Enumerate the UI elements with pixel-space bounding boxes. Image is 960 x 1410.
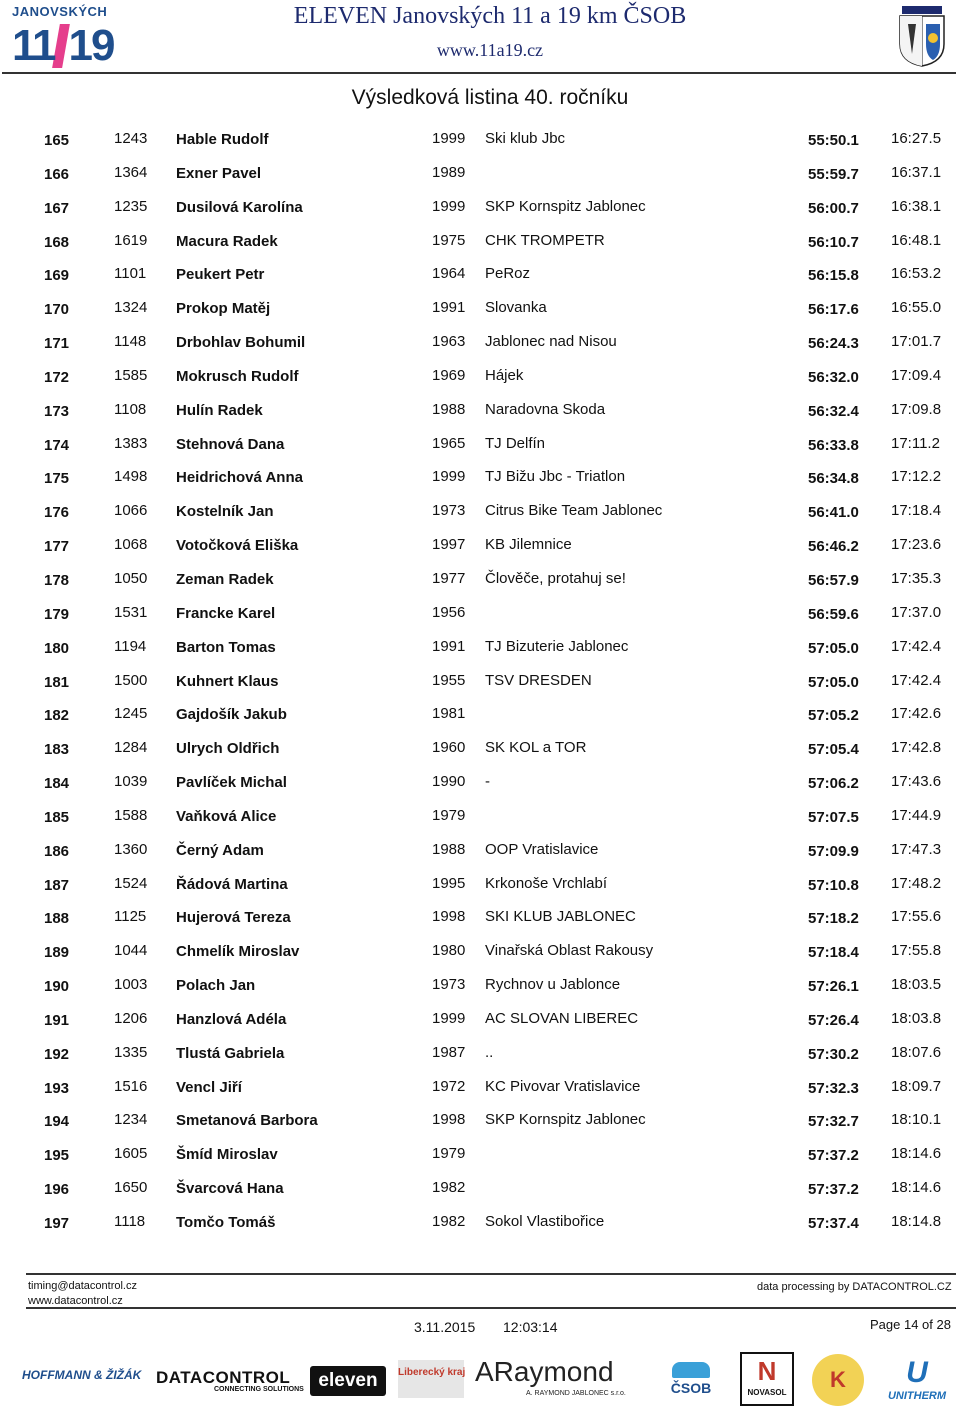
birth-year-cell: 1965 <box>432 434 466 452</box>
finish-time-cell: 57:06.2 <box>808 775 859 793</box>
table-row <box>0 122 960 156</box>
table-row <box>0 799 960 833</box>
finish-time-cell: 56:17.6 <box>808 301 859 319</box>
logo-number-19: 19 <box>68 21 114 70</box>
position-cell: 172 <box>44 368 70 386</box>
table-row <box>0 190 960 224</box>
athlete-name-cell: Polach Jan <box>176 977 256 995</box>
athlete-name-cell: Vencl Jiří <box>176 1078 242 1096</box>
time-gap-cell: 18:14.6 <box>891 1179 942 1197</box>
bib-number-cell: 1360 <box>114 840 148 858</box>
table-row <box>0 968 960 1002</box>
finish-time-cell: 56:15.8 <box>808 267 859 285</box>
finish-time-cell: 57:10.8 <box>808 876 859 894</box>
sponsor-unitherm-label: UNITHERM <box>887 1390 947 1402</box>
position-cell: 168 <box>44 233 70 251</box>
athlete-name-cell: Gajdošík Jakub <box>176 706 287 724</box>
bib-number-cell: 1206 <box>114 1009 148 1027</box>
finish-time-cell: 56:32.4 <box>808 402 859 420</box>
bib-number-cell: 1324 <box>114 299 148 317</box>
position-cell: 170 <box>44 301 70 319</box>
athlete-name-cell: Francke Karel <box>176 604 276 622</box>
site-url[interactable]: www.11a19.cz <box>436 40 544 60</box>
finish-time-cell: 57:32.3 <box>808 1079 859 1097</box>
finish-time-cell: 57:37.2 <box>808 1181 859 1199</box>
birth-year-cell: 1969 <box>432 366 466 384</box>
position-cell: 190 <box>44 978 70 996</box>
sponsor-novasol-label: NOVASOL <box>747 1388 787 1397</box>
time-gap-cell: 17:42.4 <box>891 637 942 655</box>
bib-number-cell: 1125 <box>114 908 147 926</box>
time-gap-cell: 18:07.6 <box>891 1043 942 1061</box>
athlete-name-cell: Barton Tomas <box>176 638 276 656</box>
club-cell: .. <box>485 1043 494 1061</box>
position-cell: 173 <box>44 402 70 420</box>
finish-time-cell: 56:41.0 <box>808 504 859 522</box>
birth-year-cell: 1972 <box>432 1077 466 1095</box>
athlete-name-cell: Zeman Radek <box>176 570 274 588</box>
position-cell: 166 <box>44 165 70 183</box>
time-gap-cell: 17:18.4 <box>891 502 942 520</box>
time-gap-cell: 18:09.7 <box>891 1077 942 1095</box>
club-cell: KB Jilemnice <box>485 536 572 554</box>
time-gap-cell: 17:42.4 <box>891 671 942 689</box>
birth-year-cell: 1982 <box>432 1213 466 1230</box>
time-gap-cell: 17:01.7 <box>891 333 942 351</box>
position-cell: 194 <box>44 1113 70 1131</box>
bib-number-cell: 1108 <box>114 400 147 418</box>
finish-time-cell: 57:37.4 <box>808 1215 859 1232</box>
club-cell: Ski klub Jbc <box>485 130 566 147</box>
results-list-title: Výsledková listina 40. ročníku <box>351 86 629 109</box>
sponsor-datacontrol-logo: DATACONTROL <box>156 1368 291 1387</box>
footer-date: 3.11.2015 <box>414 1319 476 1335</box>
athlete-name-cell: Hulín Radek <box>176 401 263 419</box>
table-row <box>0 1137 960 1171</box>
club-cell: Slovanka <box>485 299 547 317</box>
birth-year-cell: 1964 <box>432 265 466 283</box>
position-cell: 179 <box>44 605 70 623</box>
athlete-name-cell: Hujerová Tereza <box>176 909 291 927</box>
finish-time-cell: 57:30.2 <box>808 1045 859 1063</box>
page-header <box>0 0 960 76</box>
bib-number-cell: 1050 <box>114 569 148 587</box>
club-cell: TJ Bizuterie Jablonec <box>485 637 629 655</box>
position-cell: 183 <box>44 741 70 759</box>
finish-time-cell: 56:46.2 <box>808 538 859 556</box>
athlete-name-cell: Vaňková Alice <box>176 807 277 825</box>
time-gap-cell: 16:55.0 <box>891 299 942 317</box>
club-cell: OOP Vratislavice <box>485 840 599 858</box>
novasol-mark: N <box>757 1356 777 1386</box>
birth-year-cell: 1977 <box>432 569 466 587</box>
sponsor-k-badge-logo: K <box>812 1354 864 1406</box>
bib-number-cell: 1003 <box>114 976 148 994</box>
table-row <box>0 257 960 291</box>
time-gap-cell: 18:14.6 <box>891 1145 942 1163</box>
logo-brand: JANOVSKÝCH <box>12 4 108 19</box>
club-cell: Sokol Vlastibořice <box>485 1213 605 1230</box>
table-row <box>0 427 960 461</box>
finish-time-cell: 57:05.0 <box>808 673 859 691</box>
club-cell: TSV DRESDEN <box>485 671 592 689</box>
position-cell: 197 <box>44 1215 70 1232</box>
time-gap-cell: 16:53.2 <box>891 265 942 283</box>
finish-time-cell: 56:57.9 <box>808 571 859 589</box>
time-gap-cell: 17:47.3 <box>891 840 942 858</box>
table-row <box>0 562 960 596</box>
club-cell: AC SLOVAN LIBEREC <box>485 1009 639 1027</box>
finish-time-cell: 57:26.1 <box>808 978 859 996</box>
table-row <box>0 224 960 258</box>
table-row <box>0 934 960 968</box>
birth-year-cell: 1991 <box>432 299 466 317</box>
table-row <box>0 291 960 325</box>
header-divider <box>2 72 956 74</box>
finish-time-cell: 56:33.8 <box>808 436 859 454</box>
birth-year-cell: 1982 <box>432 1179 466 1197</box>
club-cell: TJ Bižu Jbc - Triatlon <box>485 468 626 486</box>
athlete-name-cell: Dusilová Karolína <box>176 198 303 216</box>
sponsor-liberecky-kraj-logo: Liberecký kraj <box>398 1360 464 1398</box>
position-cell: 180 <box>44 639 70 657</box>
logo-number-11: 11 <box>12 21 55 70</box>
finish-time-cell: 57:18.2 <box>808 910 859 928</box>
position-cell: 167 <box>44 199 70 217</box>
club-cell: SKP Kornspitz Jablonec <box>485 197 646 215</box>
finish-time-cell: 57:18.4 <box>808 944 859 962</box>
page-title: ELEVEN Janovských 11 a 19 km ČSOB <box>293 3 687 29</box>
bib-number-cell: 1498 <box>114 468 148 486</box>
sponsor-unitherm-logo <box>884 1356 950 1404</box>
sponsor-araymond-logo: ARaymond <box>475 1356 614 1387</box>
bib-number-cell: 1066 <box>114 502 148 520</box>
time-gap-cell: 17:35.3 <box>891 569 942 587</box>
birth-year-cell: 1998 <box>432 1111 466 1129</box>
position-cell: 174 <box>44 436 70 454</box>
footer-processing-credit: data processing by DATACONTROL.CZ <box>757 1281 952 1293</box>
table-row <box>0 900 960 934</box>
time-gap-cell: 18:14.8 <box>891 1213 942 1230</box>
position-cell: 171 <box>44 335 70 353</box>
position-cell: 184 <box>44 775 70 793</box>
footer-website[interactable]: www.datacontrol.cz <box>28 1295 123 1307</box>
finish-time-cell: 56:24.3 <box>808 335 859 353</box>
bib-number-cell: 1335 <box>114 1043 148 1061</box>
bib-number-cell: 1500 <box>114 671 148 689</box>
finish-time-cell: 57:26.4 <box>808 1011 859 1029</box>
time-gap-cell: 17:12.2 <box>891 468 942 486</box>
club-cell: SK KOL a TOR <box>485 739 587 757</box>
bib-number-cell: 1619 <box>114 231 148 249</box>
athlete-name-cell: Hanzlová Adéla <box>176 1010 287 1028</box>
bib-number-cell: 1243 <box>114 130 148 147</box>
athlete-name-cell: Smetanová Barbora <box>176 1112 318 1130</box>
time-gap-cell: 16:27.5 <box>891 130 942 147</box>
table-row <box>0 460 960 494</box>
athlete-name-cell: Stehnová Dana <box>176 435 285 453</box>
finish-time-cell: 56:34.8 <box>808 470 859 488</box>
birth-year-cell: 1963 <box>432 333 466 351</box>
sponsor-bar <box>0 1346 960 1408</box>
table-row <box>0 1205 960 1239</box>
page-number: Page 14 of 28 <box>870 1317 951 1332</box>
athlete-name-cell: Prokop Matěj <box>176 300 271 318</box>
sponsor-novasol-logo <box>740 1352 794 1406</box>
table-row <box>0 697 960 731</box>
time-gap-cell: 17:09.4 <box>891 366 942 384</box>
time-gap-cell: 17:42.6 <box>891 705 942 723</box>
birth-year-cell: 1999 <box>432 468 466 486</box>
finish-time-cell: 56:32.0 <box>808 368 859 386</box>
athlete-name-cell: Exner Pavel <box>176 164 262 182</box>
finish-time-cell: 56:59.6 <box>808 605 859 623</box>
table-row <box>0 156 960 190</box>
bib-number-cell: 1068 <box>114 536 148 554</box>
finish-time-cell: 57:09.9 <box>808 842 859 860</box>
birth-year-cell: 1999 <box>432 197 466 215</box>
sponsor-csob-label: ČSOB <box>670 1380 712 1396</box>
athlete-name-cell: Votočková Eliška <box>176 537 299 555</box>
athlete-name-cell: Šmíd Miroslav <box>176 1146 278 1164</box>
finish-time-cell: 56:10.7 <box>808 233 859 251</box>
position-cell: 191 <box>44 1011 70 1029</box>
birth-year-cell: 1990 <box>432 773 466 791</box>
position-cell: 177 <box>44 538 70 556</box>
position-cell: 187 <box>44 876 70 894</box>
birth-year-cell: 1998 <box>432 908 466 926</box>
club-cell: PeRoz <box>485 265 531 283</box>
athlete-name-cell: Macura Radek <box>176 232 278 250</box>
time-gap-cell: 17:09.8 <box>891 400 942 418</box>
table-row <box>0 731 960 765</box>
position-cell: 169 <box>44 267 70 285</box>
time-gap-cell: 18:03.5 <box>891 976 942 994</box>
birth-year-cell: 1995 <box>432 874 466 892</box>
position-cell: 185 <box>44 808 70 826</box>
table-row <box>0 1171 960 1205</box>
table-row <box>0 393 960 427</box>
birth-year-cell: 1988 <box>432 400 466 418</box>
athlete-name-cell: Hable Rudolf <box>176 131 269 148</box>
position-cell: 181 <box>44 673 70 691</box>
athlete-name-cell: Drbohlav Bohumil <box>176 334 306 352</box>
birth-year-cell: 1991 <box>432 637 466 655</box>
athlete-name-cell: Kostelník Jan <box>176 503 274 521</box>
time-gap-cell: 17:42.8 <box>891 739 942 757</box>
time-gap-cell: 16:37.1 <box>891 163 942 181</box>
time-gap-cell: 17:11.2 <box>891 434 940 452</box>
bib-number-cell: 1516 <box>114 1077 148 1095</box>
position-cell: 195 <box>44 1147 70 1165</box>
time-gap-cell: 18:10.1 <box>891 1111 942 1129</box>
club-cell: CHK TROMPETR <box>485 231 605 249</box>
athlete-name-cell: Černý Adam <box>176 841 264 859</box>
club-cell: Rychnov u Jablonce <box>485 976 621 994</box>
finish-time-cell: 57:05.0 <box>808 639 859 657</box>
bib-number-cell: 1364 <box>114 163 148 181</box>
athlete-name-cell: Ulrych Oldřich <box>176 740 280 758</box>
bib-number-cell: 1524 <box>114 874 148 892</box>
position-cell: 178 <box>44 571 70 589</box>
time-gap-cell: 17:23.6 <box>891 536 942 554</box>
athlete-name-cell: Pavlíček Michal <box>176 774 287 792</box>
club-cell: Hájek <box>485 366 524 384</box>
club-cell: - <box>485 773 490 791</box>
finish-time-cell: 56:00.7 <box>808 199 859 217</box>
sponsor-hoffmann-logo: HOFFMANN & ŽIŽÁK <box>22 1368 142 1382</box>
position-cell: 193 <box>44 1079 70 1097</box>
finish-time-cell: 55:59.7 <box>808 165 859 183</box>
position-cell: 175 <box>44 470 70 488</box>
bib-number-cell: 1148 <box>114 333 147 351</box>
birth-year-cell: 1981 <box>432 705 466 723</box>
athlete-name-cell: Řádová Martina <box>176 875 288 893</box>
table-row <box>0 528 960 562</box>
bib-number-cell: 1234 <box>114 1111 148 1129</box>
sponsor-datacontrol-tagline: CONNECTING SOLUTIONS <box>214 1386 304 1393</box>
club-cell: Vinařská Oblast Rakousy <box>485 942 654 960</box>
time-gap-cell: 16:38.1 <box>891 197 942 215</box>
position-cell: 192 <box>44 1045 70 1063</box>
birth-year-cell: 1989 <box>432 163 466 181</box>
table-row <box>0 494 960 528</box>
position-cell: 176 <box>44 504 70 522</box>
table-row <box>0 325 960 359</box>
time-gap-cell: 17:37.0 <box>891 603 942 621</box>
birth-year-cell: 1980 <box>432 942 466 960</box>
finish-time-cell: 57:32.7 <box>808 1113 859 1131</box>
club-cell: KC Pivovar Vratislavice <box>485 1077 641 1095</box>
bib-number-cell: 1531 <box>114 603 148 621</box>
position-cell: 188 <box>44 910 70 928</box>
table-row <box>0 833 960 867</box>
bib-number-cell: 1194 <box>114 637 147 655</box>
table-row <box>0 1036 960 1070</box>
birth-year-cell: 1979 <box>432 1145 466 1163</box>
bib-number-cell: 1235 <box>114 197 148 215</box>
birth-year-cell: 1956 <box>432 603 466 621</box>
athlete-name-cell: Heidrichová Anna <box>176 469 303 487</box>
finish-time-cell: 57:07.5 <box>808 808 859 826</box>
birth-year-cell: 1979 <box>432 806 466 824</box>
time-gap-cell: 17:43.6 <box>891 773 942 791</box>
position-cell: 189 <box>44 944 70 962</box>
bib-number-cell: 1284 <box>114 739 148 757</box>
birth-year-cell: 1960 <box>432 739 466 757</box>
position-cell: 186 <box>44 842 70 860</box>
table-row <box>0 1070 960 1104</box>
sponsor-araymond-tagline: A. RAYMOND JABLONEC s.r.o. <box>526 1390 626 1397</box>
birth-year-cell: 1999 <box>432 1009 466 1027</box>
club-cell: Citrus Bike Team Jablonec <box>485 502 663 520</box>
footer-divider-top <box>26 1273 956 1275</box>
time-gap-cell: 17:55.6 <box>891 908 942 926</box>
bib-number-cell: 1118 <box>114 1213 146 1230</box>
unitherm-mark: U <box>906 1356 928 1389</box>
town-crest-icon <box>896 4 948 68</box>
athlete-name-cell: Švarcová Hana <box>176 1180 284 1198</box>
time-gap-cell: 16:48.1 <box>891 231 942 249</box>
club-cell: Naradovna Skoda <box>485 400 606 418</box>
position-cell: 182 <box>44 707 70 725</box>
time-gap-cell: 17:44.9 <box>891 806 942 824</box>
bib-number-cell: 1650 <box>114 1179 148 1197</box>
club-cell: SKI KLUB JABLONEC <box>485 908 636 926</box>
table-row <box>0 630 960 664</box>
footer-divider-bottom <box>26 1307 956 1309</box>
birth-year-cell: 1973 <box>432 976 466 994</box>
bib-number-cell: 1383 <box>114 434 148 452</box>
bib-number-cell: 1101 <box>114 265 147 283</box>
finish-time-cell: 57:37.2 <box>808 1147 859 1165</box>
bib-number-cell: 1245 <box>114 705 148 723</box>
bib-number-cell: 1605 <box>114 1145 148 1163</box>
table-row <box>0 664 960 698</box>
athlete-name-cell: Mokrusch Rudolf <box>176 367 299 385</box>
athlete-name-cell: Kuhnert Klaus <box>176 672 279 690</box>
birth-year-cell: 1973 <box>432 502 466 520</box>
finish-time-cell: 57:05.4 <box>808 741 859 759</box>
club-cell: TJ Delfín <box>485 434 546 452</box>
club-cell: Krkonoše Vrchlabí <box>485 874 608 892</box>
table-row <box>0 867 960 901</box>
club-cell: Člověče, protahuj se! <box>485 569 626 587</box>
birth-year-cell: 1999 <box>432 130 466 147</box>
bib-number-cell: 1039 <box>114 773 148 791</box>
birth-year-cell: 1997 <box>432 536 466 554</box>
csob-wave-icon <box>672 1362 710 1378</box>
bib-number-cell: 1588 <box>114 806 148 824</box>
birth-year-cell: 1988 <box>432 840 466 858</box>
finish-time-cell: 57:05.2 <box>808 707 859 725</box>
athlete-name-cell: Tomčo Tomáš <box>176 1214 276 1231</box>
position-cell: 196 <box>44 1181 70 1199</box>
club-cell: SKP Kornspitz Jablonec <box>485 1111 646 1129</box>
bib-number-cell: 1585 <box>114 366 148 384</box>
time-gap-cell: 17:55.8 <box>891 942 942 960</box>
bib-number-cell: 1044 <box>114 942 148 960</box>
club-cell: Jablonec nad Nisou <box>485 333 617 351</box>
birth-year-cell: 1975 <box>432 231 466 249</box>
sponsor-eleven-logo: eleven <box>310 1366 386 1396</box>
finish-time-cell: 55:50.1 <box>808 132 859 149</box>
time-gap-cell: 18:03.8 <box>891 1009 942 1027</box>
sponsor-csob-logo <box>666 1362 716 1398</box>
birth-year-cell: 1955 <box>432 671 466 689</box>
table-row <box>0 359 960 393</box>
table-row <box>0 765 960 799</box>
birth-year-cell: 1987 <box>432 1043 466 1061</box>
table-row <box>0 1103 960 1137</box>
footer-time: 12:03:14 <box>503 1319 558 1335</box>
position-cell: 165 <box>44 132 70 149</box>
results-table <box>0 122 960 1239</box>
time-gap-cell: 17:48.2 <box>891 874 942 892</box>
table-row <box>0 1002 960 1036</box>
athlete-name-cell: Peukert Petr <box>176 266 265 284</box>
footer-email[interactable]: timing@datacontrol.cz <box>28 1280 137 1292</box>
athlete-name-cell: Tlustá Gabriela <box>176 1044 285 1062</box>
athlete-name-cell: Chmelík Miroslav <box>176 943 300 961</box>
table-row <box>0 596 960 630</box>
